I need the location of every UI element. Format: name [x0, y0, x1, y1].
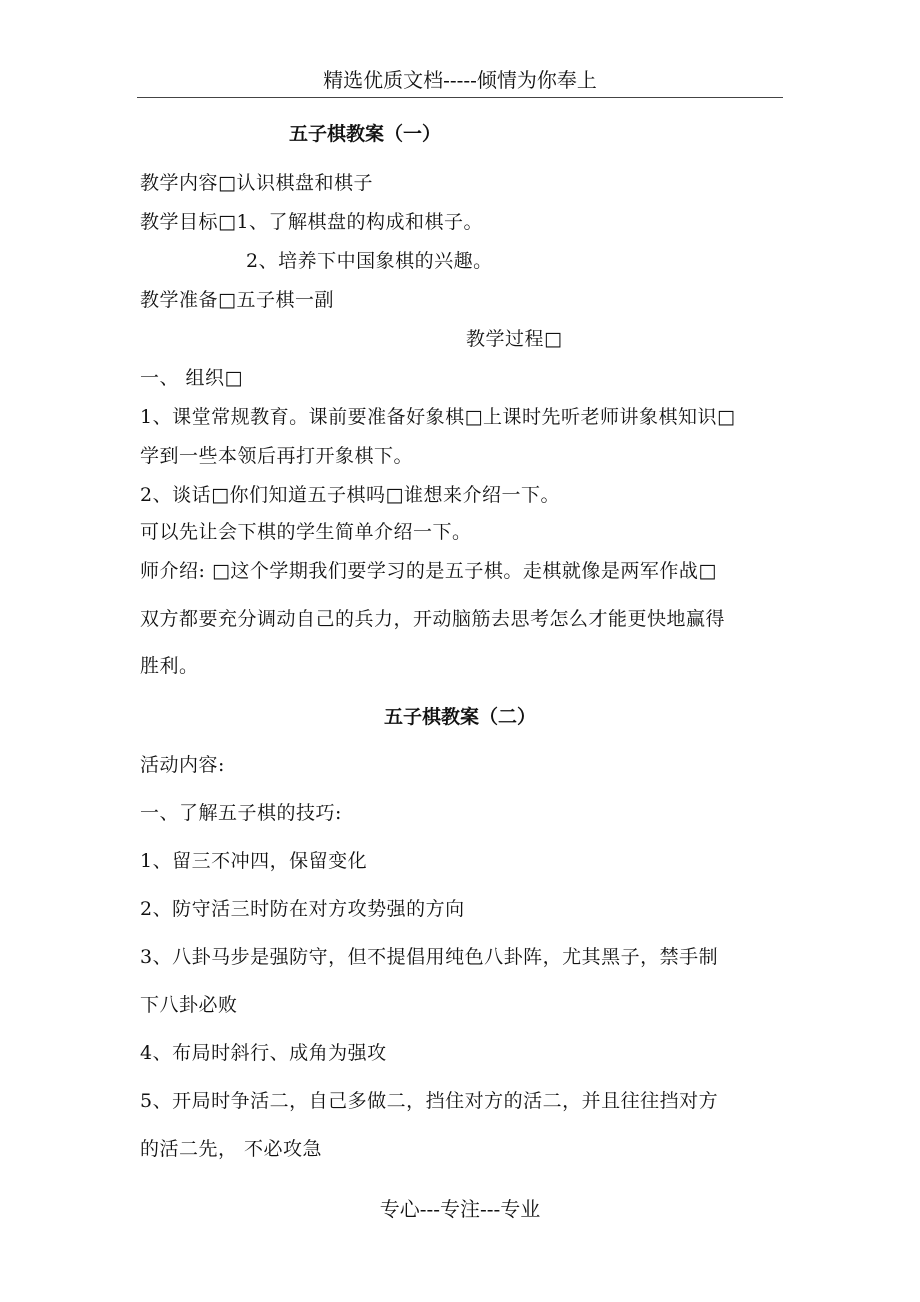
tip-1: 1、留三不冲四，保留变化: [140, 850, 368, 872]
tip-4: 4、布局时斜行、成角为强攻: [140, 1042, 387, 1064]
teaching-goal-2: 2、培养下中国象棋的兴趣。: [246, 250, 493, 272]
paragraph-1-line-1: 1、课堂常规教育。课前要准备好象棋□上课时先听老师讲象棋知识□: [140, 406, 736, 428]
paragraph-1-line-2: 学到一些本领后再打开象棋下。: [140, 445, 414, 467]
section-one-heading: 一、了解五子棋的技巧:: [140, 802, 342, 824]
header-text: 精选优质文档-----倾情为你奉上: [323, 68, 597, 92]
tip-2: 2、防守活三时防在对方攻势强的方向: [140, 898, 465, 920]
tip-3-line-2: 下八卦必败: [140, 994, 238, 1016]
paragraph-3: 可以先让会下棋的学生简单介绍一下。: [140, 521, 472, 543]
organization-heading: 一、 组织□: [140, 367, 243, 389]
header-divider: [137, 97, 783, 98]
teaching-preparation: 教学准备□五子棋一副: [140, 289, 334, 311]
tip-5-line-1: 5、开局时争活二，自己多做二，挡住对方的活二，并且往往挡对方: [140, 1090, 719, 1112]
tip-5-line-2: 的活二先， 不必攻急: [140, 1138, 323, 1160]
page-footer: 专心---专注---专业: [379, 1197, 541, 1221]
teaching-content: 教学内容□认识棋盘和棋子: [140, 172, 373, 194]
lesson-one-title: 五子棋教案（一）: [288, 123, 441, 145]
paragraph-4-line-1: 师介绍: □这个学期我们要学习的是五子棋。走棋就像是两军作战□: [140, 560, 717, 582]
paragraph-2: 2、谈话□你们知道五子棋吗□谁想来介绍一下。: [140, 484, 560, 506]
lesson-two-title: 五子棋教案（二）: [383, 706, 536, 728]
tip-3-line-1: 3、八卦马步是强防守，但不提倡用纯色八卦阵，尤其黑子，禁手制: [140, 946, 719, 968]
activity-content-label: 活动内容:: [140, 754, 225, 776]
paragraph-4-line-3: 胜利。: [140, 655, 199, 677]
paragraph-4-line-2: 双方都要充分调动自己的兵力，开动脑筋去思考怎么才能更快地赢得: [140, 608, 726, 630]
teaching-goal-1: 教学目标□1、了解棋盘的构成和棋子。: [140, 211, 484, 233]
teaching-process-heading: 教学过程□: [466, 328, 563, 350]
